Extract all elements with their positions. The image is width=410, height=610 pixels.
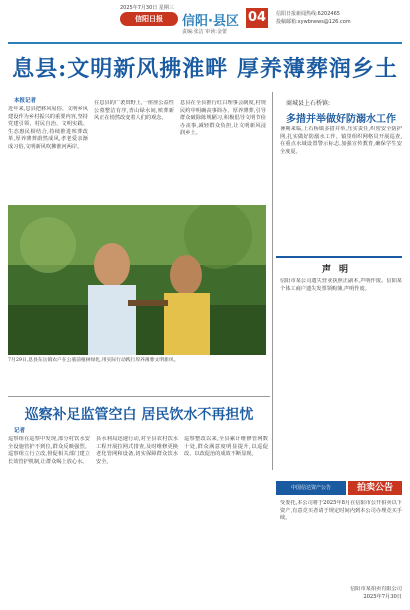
- second-column-3: 巡察整改以来,全县累计维修管网数十处,群众满意度明显提升,以巡促改、以改促治的成效不断显现。: [184, 436, 268, 458]
- auction-body: 受委托,本公司将于2025年8月在信阳市公开拍卖以下资产,有意竞买者请于规定时间内到本公司办理竞买手续。: [280, 500, 402, 522]
- newspaper-logo: 信阳日报: [120, 12, 178, 26]
- contact-line: 信阳日报新闻热线:6202465: [276, 11, 340, 17]
- page-number: 04: [246, 8, 268, 28]
- date-line: 2025年7月30日 星期三: [120, 5, 174, 11]
- main-byline: 本报记者: [14, 98, 37, 104]
- notice-body: 信阳市某公司遗失营业执照正副本,声明作废。信阳某个体工商户遗失发票领购簿,声明作废。: [280, 278, 402, 292]
- auction-bar-left: 中国信达资产公告: [276, 481, 346, 495]
- masthead-rule: [8, 42, 402, 44]
- second-column-1: 巡察组在巡察中发现,部分村饮水安全设施管护不到位,群众反映强烈。巡察组立行立改,督促相关部门建立长效管护机制,让群众喝上放心水。: [8, 436, 90, 465]
- notice-title: 声明: [321, 265, 356, 275]
- photo-illustration: [8, 205, 266, 355]
- auction-bar-title: 拍卖公告: [348, 481, 402, 495]
- main-column-2: 在息县的广袤田野上,一座座公益性公墓整洁有序,青山绿水间,殡葬新风正在悄然改变着人们的观念。: [94, 100, 174, 122]
- photo-caption: 7月29日,息县东岳镇农户在公墓前植树绿化,用实际行动践行厚养薄葬文明新风。: [8, 358, 179, 363]
- section-title: 信阳·县区: [182, 14, 239, 29]
- main-headline: 息县:文明新风拂淮畔 厚养薄葬润乡土: [12, 56, 398, 82]
- main-column-1: 近年来,息县把移风易俗、文明乡风建设作为乡村振兴的重要内容,坚持党建引领、村民自治、文明实践、生态惠民相结合,持续推进殡葬改革,厚养薄葬蔚然成风,孝老爱亲渐成习俗,文明新风吹拂淮河两岸。: [8, 106, 88, 150]
- auction-bar: [276, 481, 402, 495]
- column-divider: [272, 92, 273, 470]
- right-story-kicker: 商城县上石桥镇:: [286, 100, 331, 107]
- auction-footer-line: 信阳市某拍卖有限公司: [350, 586, 402, 592]
- editors-line: 责编:张洁 审读:金蕾: [182, 29, 227, 35]
- main-photo: [8, 205, 266, 355]
- main-column-3: 息县在全县推行红白理事会制度,村规民约中明确丧事简办、厚养薄葬,引导群众破除陈规陋习,积极倡导文明节俭办丧事,减轻群众负担,让文明新风浸润乡土。: [180, 100, 266, 137]
- contact-info: [276, 10, 351, 26]
- second-byline: 记者: [14, 428, 26, 434]
- auction-footer-line: 2025年7月30日: [363, 593, 402, 600]
- second-headline: 巡察补足监管空白 居民饮水不再担忧: [24, 407, 254, 423]
- contact-line: 投稿邮箱:xywbnews@126.com: [276, 19, 351, 25]
- second-column-2: 县水利局迅速行动,对全县农村饮水工程开展拉网式排查,及时维修更换老化管网和设备,切实保障群众饮水安全。: [96, 436, 178, 465]
- right-story-title: 多措并举做好防溺水工作: [286, 114, 396, 125]
- auction-footer: [300, 586, 402, 606]
- right-story-body: 暑期来临,上石桥镇多措并举,压实责任,织密安全防护网,扎实做好防溺水工作。镇里组织网格员开展巡查,在重点水域设置警示标志,加强宣传教育,确保学生安全度夏。: [280, 126, 402, 155]
- section-divider: [8, 396, 270, 397]
- masthead: [0, 0, 410, 42]
